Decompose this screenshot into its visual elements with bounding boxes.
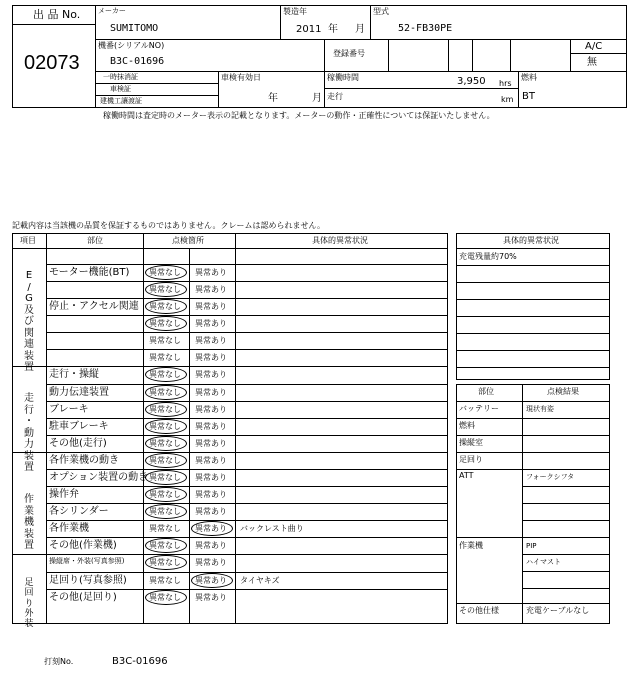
travel-label: 走行	[327, 92, 343, 101]
check-ok[interactable]: 異常なし	[149, 318, 181, 328]
row-divider	[456, 316, 610, 317]
model-label: 型式	[373, 7, 389, 16]
check-ok[interactable]: 異常なし	[149, 558, 181, 567]
row-divider	[46, 281, 448, 282]
row-divider	[456, 418, 610, 419]
check-ng[interactable]: 異常あり	[195, 318, 227, 328]
check-ng[interactable]: 異常あり	[195, 455, 227, 465]
check-ng[interactable]: 異常あり	[195, 404, 227, 414]
row-part: 動力伝達装置	[49, 386, 109, 398]
check-ok[interactable]: 異常なし	[149, 352, 181, 362]
row-divider	[522, 520, 610, 521]
result-other-value: 充電ケーブルなし	[526, 606, 590, 615]
check-ok[interactable]: 異常なし	[149, 438, 181, 448]
lot-label: 出 品 No.	[33, 8, 81, 21]
hours-note: 稼働時間は査定時のメーター表示の記載となります。メーターの動作・正確性については保証いたしません。	[103, 111, 495, 120]
ng-circle-mark	[191, 521, 233, 536]
section-travel: 走 行 ・ 動 力 装 置	[24, 393, 34, 473]
check-ok[interactable]: 異常なし	[149, 506, 181, 516]
month-unit: 月	[355, 24, 365, 35]
row-divider	[46, 384, 448, 385]
row-divider	[522, 503, 610, 504]
row-divider	[46, 572, 448, 573]
ok-circle-mark	[145, 316, 187, 331]
row-part: 各作業機の動き	[49, 454, 119, 466]
check-ng[interactable]: 異常あり	[195, 387, 227, 397]
ac-label: A/C	[585, 41, 603, 52]
check-ok[interactable]: 異常なし	[149, 455, 181, 465]
check-ok[interactable]: 異常なし	[149, 387, 181, 397]
check-ok[interactable]: 異常なし	[149, 592, 181, 602]
divider	[95, 95, 218, 96]
divider	[448, 39, 449, 71]
result-att-value: フォークシフタ	[526, 473, 575, 481]
result-fuel: 燃料	[459, 421, 475, 430]
row-divider	[46, 418, 448, 419]
stamp-label: 打刻No.	[44, 657, 74, 666]
check-ng[interactable]: 異常あり	[195, 472, 227, 482]
divider	[95, 71, 627, 72]
check-ng[interactable]: 異常あり	[195, 558, 227, 567]
row-divider	[46, 332, 448, 333]
cert-temp-erasure: 一時抹消証	[103, 73, 138, 81]
row-divider	[522, 554, 610, 555]
result-col-result: 点検結果	[547, 387, 579, 396]
reg-label: 登録番号	[333, 49, 365, 58]
ok-circle-mark	[145, 299, 187, 314]
ac-value: 無	[587, 57, 597, 68]
row-divider	[456, 537, 610, 538]
result-work-value-1: PIP	[526, 542, 537, 550]
result-work-value-2: ハイマスト	[526, 558, 561, 566]
row-divider	[46, 589, 448, 590]
row-part: 停止・アクセル関連	[49, 300, 139, 312]
result-other: その他仕様	[459, 606, 499, 615]
check-ng[interactable]: 異常あり	[195, 575, 227, 585]
maker-label: メーカー	[98, 7, 126, 15]
check-ng[interactable]: 異常あり	[195, 284, 227, 294]
row-divider	[456, 452, 610, 453]
row-divider	[456, 282, 610, 283]
divider	[12, 248, 448, 249]
row-part: 各シリンダー	[49, 505, 109, 517]
row-divider	[456, 469, 610, 470]
row-part: 操縦席・外装(写真参照)	[49, 557, 125, 565]
check-ok[interactable]: 異常なし	[149, 404, 181, 414]
row-divider	[46, 264, 448, 265]
row-part: その他(足回り)	[49, 591, 117, 603]
row-divider	[46, 537, 448, 538]
check-ok[interactable]: 異常なし	[149, 523, 181, 533]
check-ng[interactable]: 異常あり	[195, 421, 227, 431]
detail-line-1: 充電残量約70%	[459, 252, 517, 261]
result-work: 作業機	[459, 541, 483, 550]
check-ng[interactable]: 異常あり	[195, 352, 227, 362]
hours-unit: hrs	[499, 79, 512, 88]
check-ok[interactable]: 異常なし	[149, 267, 181, 277]
hours-value: 3,950	[457, 76, 486, 87]
row-divider	[522, 571, 610, 572]
row-part: 操作弁	[49, 488, 79, 500]
result-undercarriage: 足回り	[459, 455, 483, 464]
detail-header: 具体的異常状況	[503, 236, 559, 245]
row-detail: バックレスト曲り	[240, 523, 304, 533]
divider	[324, 39, 325, 71]
divider	[280, 5, 281, 39]
check-ok[interactable]: 異常なし	[149, 284, 181, 294]
row-detail: タイヤキズ	[240, 575, 280, 585]
maker-value: SUMITOMO	[110, 23, 159, 34]
divider	[370, 5, 371, 39]
inspect-month-unit: 月	[312, 93, 322, 104]
check-ng[interactable]: 異常あり	[195, 489, 227, 499]
ok-circle-mark	[145, 419, 187, 434]
section-exterior: 足 回 り 外 装	[24, 578, 34, 630]
col-check: 点検箇所	[172, 236, 204, 245]
row-divider	[46, 486, 448, 487]
divider	[570, 53, 627, 54]
check-ok[interactable]: 異常なし	[149, 575, 181, 585]
year-label: 製造年	[283, 7, 307, 16]
check-ok[interactable]: 異常なし	[149, 421, 181, 431]
col-item: 項目	[20, 236, 36, 245]
result-col-part: 部位	[478, 387, 494, 396]
row-divider	[46, 349, 448, 350]
divider	[12, 24, 95, 25]
row-divider	[456, 333, 610, 334]
result-cockpit: 操縦室	[459, 438, 483, 447]
row-divider	[456, 265, 610, 266]
check-ng[interactable]: 異常あり	[195, 370, 227, 379]
check-ng[interactable]: 異常あり	[195, 592, 227, 602]
hours-label: 稼働時間	[327, 73, 359, 82]
ok-circle-mark	[145, 590, 187, 605]
travel-unit: km	[501, 95, 514, 104]
quality-note: 記載内容は当該機の品質を保証するものではありません。クレームは認められません。	[12, 221, 325, 230]
ok-circle-mark	[145, 282, 187, 297]
row-divider	[456, 367, 610, 368]
divider	[189, 248, 190, 624]
row-divider	[456, 401, 610, 402]
check-ok[interactable]: 異常なし	[149, 335, 181, 345]
ok-circle-mark	[145, 436, 187, 451]
col-detail: 具体的異常状況	[312, 236, 368, 245]
lot-number: 02073	[24, 52, 80, 74]
result-battery-value: 現状有姿	[526, 405, 554, 413]
check-ng[interactable]: 異常あり	[195, 523, 227, 533]
row-divider	[456, 435, 610, 436]
model-value: 52-FB30PE	[398, 23, 453, 34]
divider	[570, 39, 571, 71]
ok-circle-mark	[145, 555, 187, 570]
row-part: モーター機能(BT)	[49, 266, 130, 278]
ok-circle-mark	[145, 367, 187, 382]
divider	[143, 233, 144, 624]
serial-value: B3C-01696	[110, 56, 165, 67]
inspect-label: 車検有効日	[221, 73, 261, 82]
row-part: 走行・操縦	[49, 369, 99, 380]
check-ng[interactable]: 異常あり	[195, 267, 227, 277]
row-part: ブレーキ	[49, 403, 89, 415]
check-ok[interactable]: 異常なし	[149, 472, 181, 482]
fuel-label: 燃料	[521, 73, 537, 82]
serial-label: 機番(シリアルNO)	[98, 41, 165, 50]
row-divider	[46, 520, 448, 521]
row-divider	[522, 486, 610, 487]
divider	[518, 71, 519, 108]
inspect-year-unit: 年	[268, 93, 278, 104]
row-divider	[46, 315, 448, 316]
divider	[46, 233, 47, 624]
row-divider	[456, 603, 610, 604]
check-ok[interactable]: 異常なし	[149, 489, 181, 499]
section-work: 作 業 機 装 置	[24, 494, 34, 551]
divider	[218, 71, 219, 108]
check-ng[interactable]: 異常あり	[195, 438, 227, 448]
row-divider	[522, 588, 610, 589]
row-divider	[46, 435, 448, 436]
row-divider	[46, 298, 448, 299]
row-part: その他(作業機)	[49, 539, 117, 551]
check-ng[interactable]: 異常あり	[195, 301, 227, 311]
divider	[510, 39, 511, 71]
divider	[456, 248, 610, 249]
ok-circle-mark	[145, 487, 187, 502]
row-part: 各作業機	[49, 522, 89, 534]
check-ng[interactable]: 異常あり	[195, 540, 227, 550]
ok-circle-mark	[145, 504, 187, 519]
divider	[324, 88, 518, 89]
check-ok[interactable]: 異常なし	[149, 301, 181, 311]
check-ok[interactable]: 異常なし	[149, 540, 181, 550]
result-battery: バッテリー	[459, 404, 499, 413]
ok-circle-mark	[145, 453, 187, 468]
row-divider	[12, 452, 448, 453]
divider	[388, 39, 389, 71]
row-divider	[46, 503, 448, 504]
ok-circle-mark	[145, 470, 187, 485]
ok-circle-mark	[145, 385, 187, 400]
divider	[324, 71, 325, 108]
ok-circle-mark	[145, 402, 187, 417]
row-part: その他(走行)	[49, 437, 107, 449]
check-ok[interactable]: 異常なし	[149, 370, 181, 379]
col-part: 部位	[87, 236, 103, 245]
row-divider	[46, 469, 448, 470]
cert-vehicle-inspection: 車検証	[110, 85, 131, 93]
row-divider	[12, 366, 448, 367]
row-part: 足回り(写真参照)	[49, 574, 127, 586]
year-value: 2011	[296, 24, 322, 35]
ok-circle-mark	[145, 265, 187, 280]
check-ng[interactable]: 異常あり	[195, 335, 227, 345]
row-part: オプション装置の動き	[49, 471, 149, 483]
divider	[235, 233, 236, 624]
ng-circle-mark	[191, 573, 233, 588]
year-unit: 年	[328, 24, 338, 35]
row-divider	[456, 299, 610, 300]
divider	[472, 39, 473, 71]
divider	[95, 83, 218, 84]
check-ng[interactable]: 異常あり	[195, 506, 227, 516]
row-divider	[456, 350, 610, 351]
row-divider	[46, 401, 448, 402]
ok-circle-mark	[145, 538, 187, 553]
section-engine: E / G 及 び 関 連 装 置	[24, 270, 34, 373]
divider	[95, 5, 96, 108]
result-att: ATT	[459, 471, 474, 480]
stamp-value: B3C-01696	[112, 656, 168, 667]
row-divider	[12, 554, 448, 555]
divider	[95, 39, 627, 40]
row-part: 駐車ブレーキ	[49, 420, 109, 432]
cert-machine-transfer: 建機工讓渡証	[100, 97, 142, 105]
fuel-value: BT	[522, 91, 535, 102]
